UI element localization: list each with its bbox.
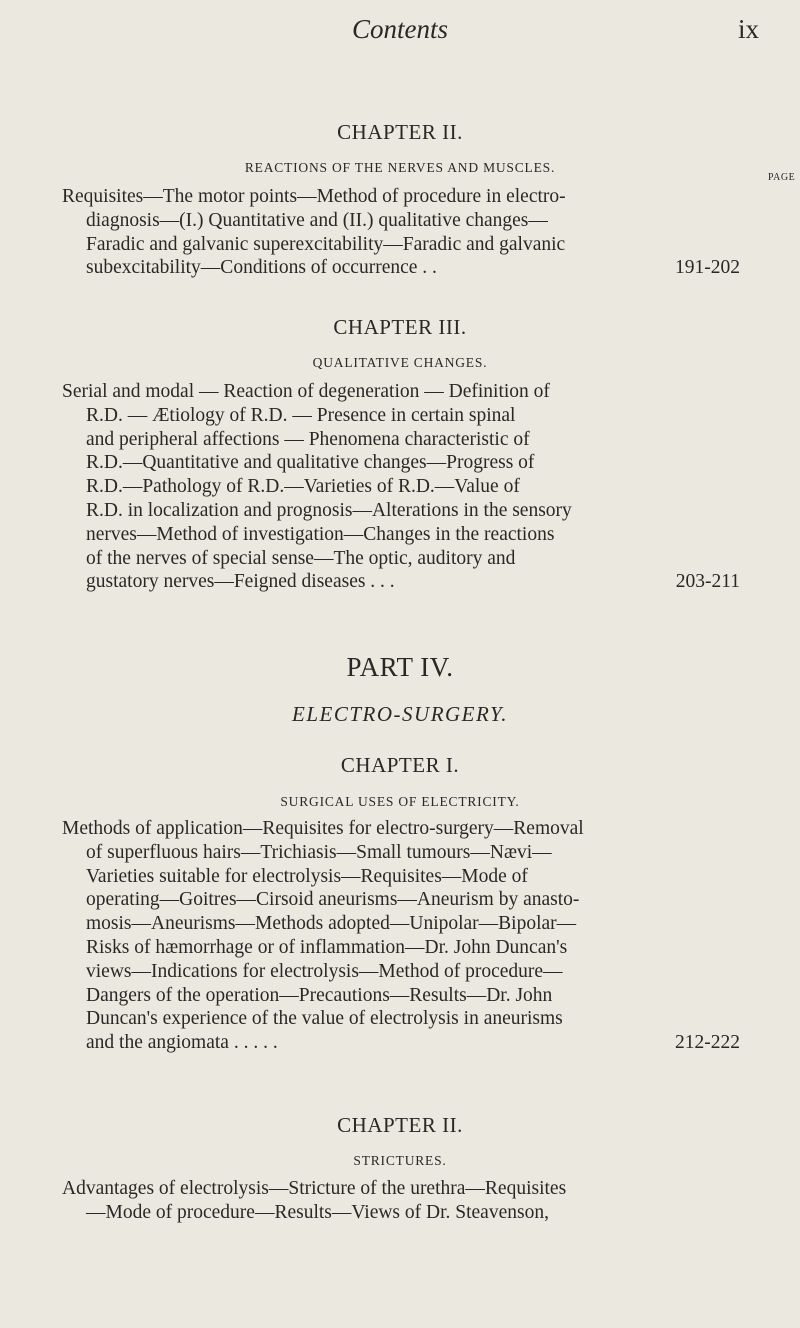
toc-line: R.D.—Quantitative and qualitative changes—Progress of bbox=[86, 452, 535, 474]
toc-line: Faradic and galvanic superexcitability—Faradic and galvanic bbox=[86, 233, 566, 255]
chapter-subtitle: STRICTURES. bbox=[353, 1153, 447, 1168]
chapter-heading: CHAPTER II. bbox=[337, 1113, 463, 1137]
page-number: ix bbox=[738, 14, 760, 44]
toc-line: Risks of hæmorrhage or of inflammation—Dr. John Duncan's bbox=[86, 936, 568, 958]
running-title: Contents bbox=[351, 14, 448, 44]
part-heading: PART IV. bbox=[346, 652, 454, 682]
toc-line: of superfluous hairs—Trichiasis—Small tumours—Nævi— bbox=[86, 841, 552, 863]
toc-line-with-pages bbox=[62, 1031, 740, 1055]
part-title: ELECTRO-SURGERY. bbox=[292, 702, 508, 726]
toc-line-with-pages bbox=[62, 256, 740, 280]
running-header bbox=[0, 14, 800, 48]
toc-line: of the nerves of special sense—The optic, auditory and bbox=[86, 547, 516, 569]
page-range: 212-222 bbox=[675, 1032, 740, 1054]
toc-line: Serial and modal — Reaction of degeneration — Definition of bbox=[62, 381, 550, 402]
toc-line: Dangers of the operation—Precautions—Results—Dr. John bbox=[86, 984, 553, 1006]
chapter-subtitle: SURGICAL USES OF ELECTRICITY. bbox=[280, 794, 520, 809]
toc-entry bbox=[62, 185, 740, 280]
chapter-heading: CHAPTER III. bbox=[333, 315, 467, 339]
toc-line-text: subexcitability—Conditions of occurrence . . bbox=[86, 257, 437, 279]
chapter-subtitle: REACTIONS OF THE NERVES AND MUSCLES. bbox=[244, 160, 556, 175]
toc-line: and peripheral affections — Phenomena characteristic of bbox=[86, 428, 530, 450]
toc-entry bbox=[62, 1177, 740, 1225]
toc-line: R.D. — Ætiology of R.D. — Presence in certain spinal bbox=[86, 404, 516, 426]
toc-line: Duncan's experience of the value of electrolysis in aneurisms bbox=[86, 1008, 563, 1030]
chapter-heading: CHAPTER I. bbox=[340, 753, 460, 777]
toc-line: views—Indications for electrolysis—Method of procedure— bbox=[86, 960, 563, 982]
toc-line: mosis—Aneurisms—Methods adopted—Unipolar—Bipolar— bbox=[86, 913, 577, 935]
toc-line: R.D. in localization and prognosis—Alterations in the sensory bbox=[86, 499, 572, 521]
toc-line: nerves—Method of investigation—Changes in the reactions bbox=[86, 523, 555, 545]
toc-line: Advantages of electrolysis—Stricture of the urethra—Requisites bbox=[62, 1178, 567, 1199]
toc-line: diagnosis—(I.) Quantitative and (II.) qualitative changes— bbox=[86, 209, 548, 231]
chapter-subtitle: QUALITATIVE CHANGES. bbox=[312, 355, 488, 370]
toc-line: operating—Goitres—Cirsoid aneurisms—Aneurism by anasto- bbox=[86, 889, 580, 911]
toc-line-with-pages bbox=[62, 570, 740, 594]
toc-line: R.D.—Pathology of R.D.—Varieties of R.D.—Value of bbox=[86, 476, 520, 498]
toc-line: Methods of application—Requisites for electro-surgery—Removal bbox=[62, 818, 584, 839]
page-range: 191-202 bbox=[675, 257, 740, 279]
page-column-label: PAGE bbox=[768, 172, 796, 183]
toc-line-text: gustatory nerves—Feigned diseases . . . bbox=[86, 571, 395, 593]
toc-line: —Mode of procedure—Results—Views of Dr. Steavenson, bbox=[86, 1201, 549, 1223]
toc-line-text: and the angiomata . . . . . bbox=[86, 1032, 278, 1054]
toc-entry bbox=[62, 380, 740, 594]
toc-line: Requisites—The motor points—Method of procedure in electro- bbox=[62, 186, 566, 207]
toc-entry bbox=[62, 817, 740, 1055]
page-range: 203-211 bbox=[675, 571, 740, 593]
chapter-heading: CHAPTER II. bbox=[337, 120, 463, 144]
toc-line: Varieties suitable for electrolysis—Requisites—Mode of bbox=[86, 865, 528, 887]
